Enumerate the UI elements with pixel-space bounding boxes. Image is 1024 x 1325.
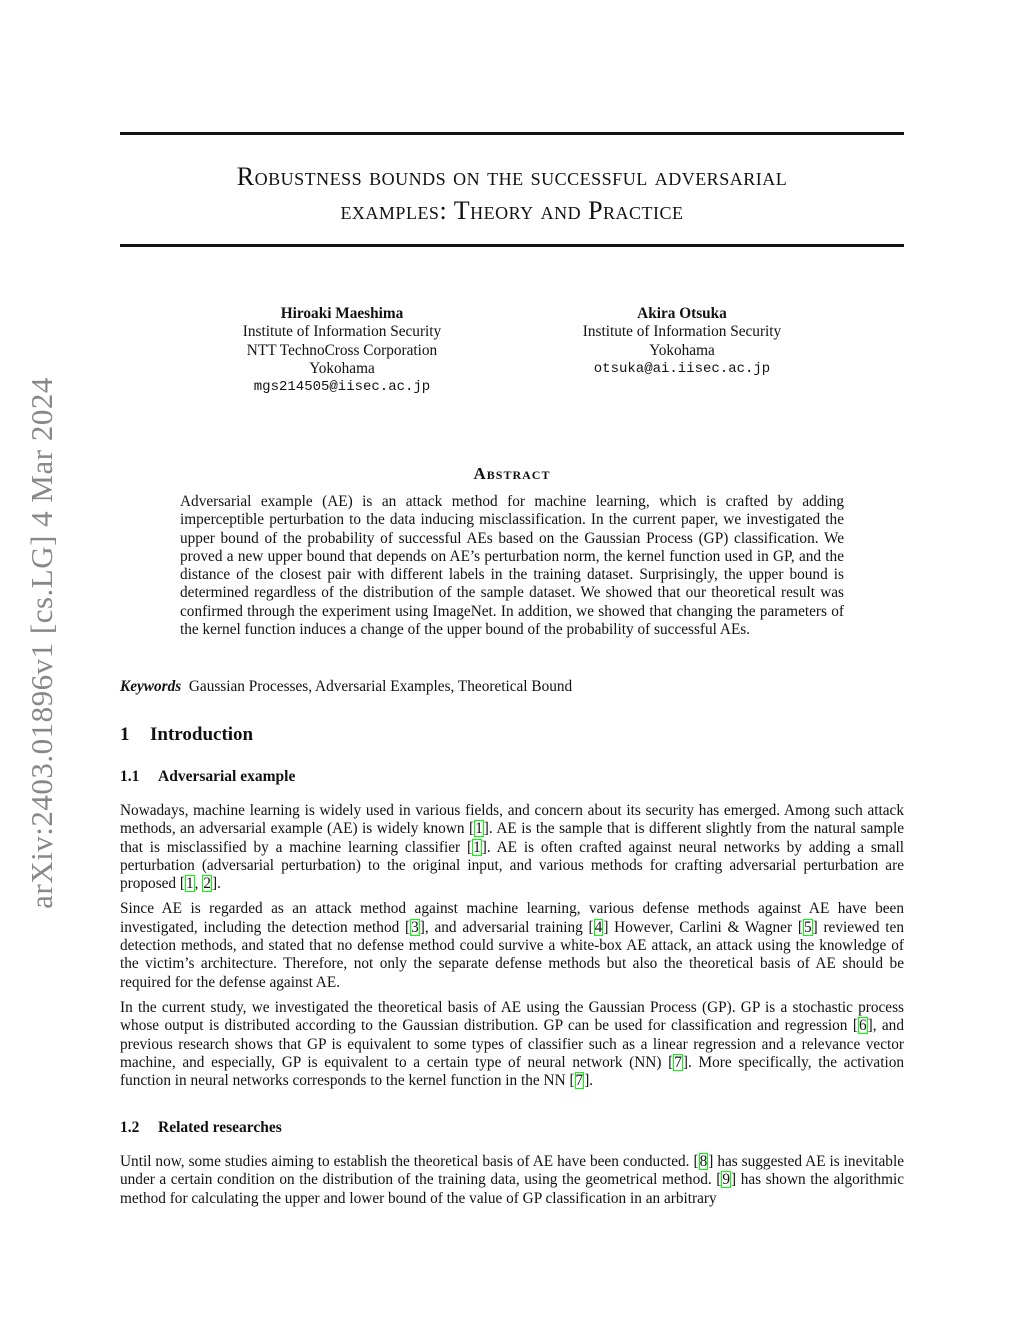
subsection-heading-related-researches bbox=[120, 1119, 282, 1137]
citation-link[interactable]: 6 bbox=[858, 1017, 867, 1035]
paragraph-text: Nowadays, machine learning is widely used in various fields, and concern about its security has emerged. Among such attack methods, an adversarial example (AE) is widely known [ bbox=[120, 802, 904, 838]
author-1 bbox=[192, 305, 492, 396]
keywords-text: Gaussian Processes, Adversarial Examples, Theoretical Bound bbox=[188, 678, 573, 695]
title-bottom-rule bbox=[120, 244, 904, 247]
paragraph-text: Until now, some studies aiming to establish the theoretical basis of AE have been conducted. [ bbox=[120, 1153, 699, 1170]
paragraph-text: ]. bbox=[211, 875, 221, 893]
author-location: Yokohama bbox=[309, 359, 375, 377]
abstract-text: Adversarial example (AE) is an attack method for machine learning, which is crafted by adding imperceptible perturbation to the data inducing misclassification. In the current paper, we investigated the upper bound of the probability of successful AEs based on the Gaussian Process (GP) classification. We proved a new upper bound that depends on AE’s perturbation norm, the kernel function used in GP, and the distance of the closest pair with different labels in the training dataset. Surprisingly, the upper bound is determined regardless of the distribution of the sample dataset. We showed that our theoretical result was confirmed through the experiment using ImageNet. In addition, we showed that changing the parameters of the kernel function induces a change of the upper bound of the probability of successful AEs. bbox=[180, 493, 844, 639]
author-name: Akira Otsuka bbox=[637, 305, 727, 322]
citation-link[interactable]: 2 bbox=[203, 875, 211, 893]
citation-link[interactable]: 1 bbox=[186, 875, 194, 893]
author-email: otsuka@ai.iisec.ac.jp bbox=[593, 360, 771, 377]
author-affiliation: Institute of Information Security bbox=[582, 323, 782, 341]
section-number: 1.2 bbox=[120, 1119, 140, 1136]
keywords bbox=[120, 678, 572, 696]
section-heading-introduction bbox=[120, 724, 253, 746]
abstract-heading: Abstract bbox=[473, 464, 551, 483]
paragraph-text: ], and adversarial training [ bbox=[419, 918, 594, 936]
section-title: Introduction bbox=[150, 724, 254, 745]
paragraph-text: ] has suggested AE is inevitable under a certain condition on the distribution of the training data, using the geometrical method. [ bbox=[120, 1153, 904, 1189]
paragraph-text: ]. More specifically, the activation function in neural networks corresponds to the kernel function in the NN [ bbox=[120, 1053, 904, 1090]
section-title: Related researches bbox=[158, 1119, 282, 1136]
citation-link[interactable]: 1 bbox=[473, 838, 481, 856]
paper-title bbox=[120, 160, 904, 228]
paragraph-text: ] reviewed ten detection methods, and stated that no defense method could survive a white-box AE attack, an attack using the knowledge of the victim’s architecture. Therefore, not only the separate defense methods but also the theoretical basis of AE should be required for the defense against AE. bbox=[120, 918, 904, 991]
section-number: 1 bbox=[120, 724, 130, 745]
citation-link[interactable]: 8 bbox=[699, 1153, 708, 1170]
author-2 bbox=[532, 305, 832, 378]
citation-link[interactable]: 3 bbox=[411, 918, 419, 936]
author-email: mgs214505@iisec.ac.jp bbox=[253, 379, 431, 396]
title-top-rule bbox=[120, 132, 904, 135]
paragraph-text: ] However, Carlini & Wagner [ bbox=[603, 918, 803, 936]
paragraph bbox=[120, 900, 904, 991]
title-line-2: examples: Theory and Practice bbox=[340, 196, 684, 225]
arxiv-identifier: arXiv:2403.01896v1 [cs.LG] 4 Mar 2024 bbox=[24, 377, 59, 909]
paragraph bbox=[120, 999, 904, 1090]
keywords-label: Keywords bbox=[120, 678, 182, 695]
paragraph-text: ], and previous research shows that GP is equivalent to some types of classifier such as a linear regression and a relevance vector machine, and especially, GP is equivalent to a certain type of neural network (NN) [ bbox=[120, 1017, 904, 1071]
citation-link[interactable]: 9 bbox=[722, 1171, 731, 1189]
paragraph-text: ]. AE is the sample that is different slightly from the natural sample that is misclassified by a machine learning classifier [ bbox=[120, 820, 904, 856]
paragraph-text: Since AE is regarded as an attack method against machine learning, various defense methods against AE have been investigated, including the detection method [ bbox=[120, 900, 904, 936]
section-number: 1.1 bbox=[120, 768, 140, 785]
paragraph-text: , bbox=[194, 875, 203, 893]
citation-link[interactable]: 5 bbox=[803, 918, 812, 936]
author-affiliation: Institute of Information Security bbox=[242, 323, 442, 341]
citation-link[interactable]: 1 bbox=[475, 820, 483, 838]
subsection-heading-adversarial-example bbox=[120, 768, 295, 786]
paragraph-text: In the current study, we investigated the theoretical basis of AE using the Gaussian Process (GP). GP is a stochastic process whose output is distributed according to the Gaussian distribution. GP can be used for classification and regression [ bbox=[120, 998, 904, 1035]
paragraph bbox=[120, 802, 904, 893]
paragraph bbox=[120, 1153, 904, 1208]
title-line-1: Robustness bounds on the successful adversarial bbox=[236, 162, 788, 191]
citation-link[interactable]: 4 bbox=[594, 918, 603, 936]
author-name: Hiroaki Maeshima bbox=[280, 305, 404, 322]
section-1-1-body bbox=[120, 802, 904, 1097]
author-location: Yokohama bbox=[649, 341, 715, 359]
paragraph-text: ]. AE is often crafted against neural networks by adding a small perturbation (adversarial perturbation) to the original input, and various methods for crafting adversarial perturbation are proposed [ bbox=[120, 838, 904, 893]
section-1-2-body bbox=[120, 1153, 904, 1215]
citation-link[interactable]: 7 bbox=[674, 1053, 682, 1071]
paragraph-text: ] has shown the algorithmic method for calculating the upper and lower bound of the value of GP classification in an arbitrary bbox=[120, 1171, 905, 1207]
citation-link[interactable]: 7 bbox=[575, 1072, 584, 1090]
paragraph-text: ]. bbox=[584, 1072, 594, 1090]
author-affiliation: NTT TechnoCross Corporation bbox=[246, 341, 438, 359]
section-title: Adversarial example bbox=[158, 768, 296, 785]
